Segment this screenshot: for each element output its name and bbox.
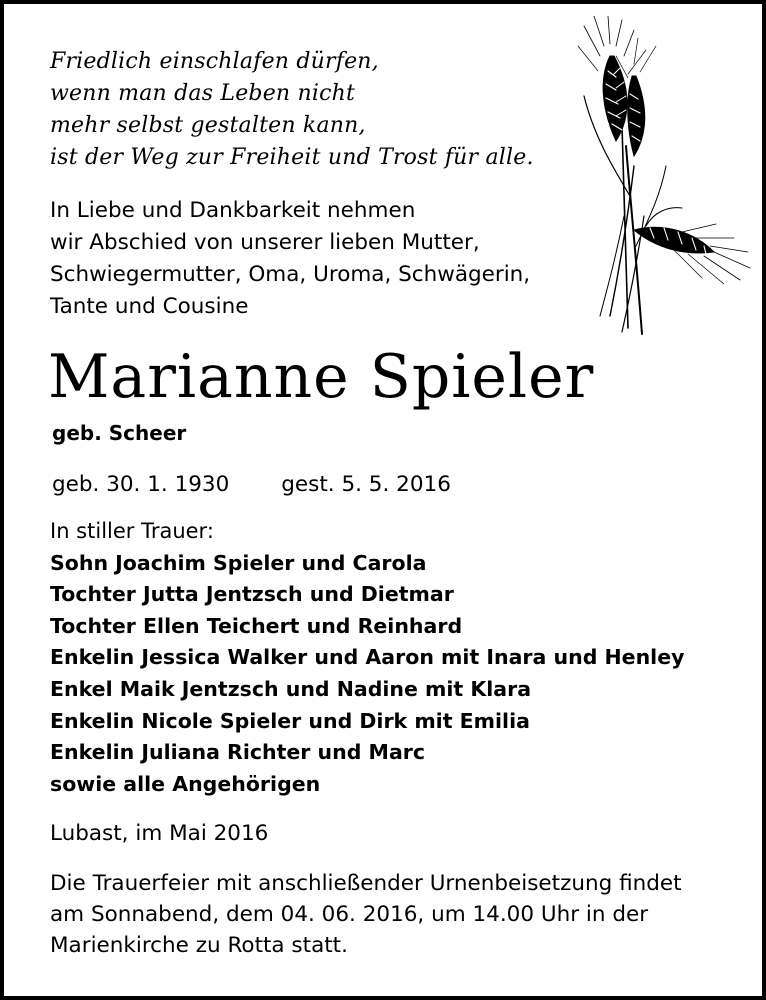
deceased-name: Marianne Spieler [48,342,595,412]
intro-line: wir Abschied von unserer lieben Mutter, [50,230,480,255]
poem-line: wenn man das Leben nicht [50,81,356,106]
funeral-line: Marienkirche zu Rotta statt. [50,933,348,958]
mourner-entry: Enkelin Juliana Richter und Marc [50,740,426,765]
intro-line: Tante und Cousine [50,294,249,319]
mourner-entry: Enkelin Jessica Walker und Aaron mit Inara und Henley [50,645,685,670]
poem [50,46,534,174]
life-dates [52,469,451,501]
funeral-details [50,868,682,961]
intro-line: Schwiegermutter, Oma, Uroma, Schwägerin, [50,262,531,287]
mourner-entry: Enkelin Nicole Spieler und Dirk mit Emilia [50,708,530,733]
mourners-heading: In stiller Trauer: [50,519,214,543]
poem-line: mehr selbst gestalten kann, [50,113,366,138]
death-date: gest. 5. 5. 2016 [281,472,451,497]
maiden-name: geb. Scheer [52,421,187,445]
intro-text [50,195,530,323]
place-date: Lubast, im Mai 2016 [50,821,269,846]
mourner-entry: Enkel Maik Jentzsch und Nadine mit Klara [50,676,532,701]
funeral-line: am Sonnabend, dem 04. 06. 2016, um 14.00 Uhr in der [50,902,649,927]
mourner-entry: Sohn Joachim Spieler und Carola [50,550,427,575]
mourner-entry: sowie alle Angehörigen [50,771,321,796]
birth-date: geb. 30. 1. 1930 [52,472,230,497]
wheat-ears-icon [564,16,754,336]
intro-line: In Liebe und Dankbarkeit nehmen [50,198,416,223]
funeral-line: Die Trauerfeier mit anschließender Urnenbeisetzung findet [50,871,682,896]
poem-line: Friedlich einschlafen dürfen, [50,49,379,74]
poem-line: ist der Weg zur Freiheit und Trost für alle. [50,145,534,170]
mourners-list [50,516,684,800]
mourner-entry: Tochter Ellen Teichert und Reinhard [50,613,463,638]
mourner-entry: Tochter Jutta Jentzsch und Dietmar [50,582,454,607]
